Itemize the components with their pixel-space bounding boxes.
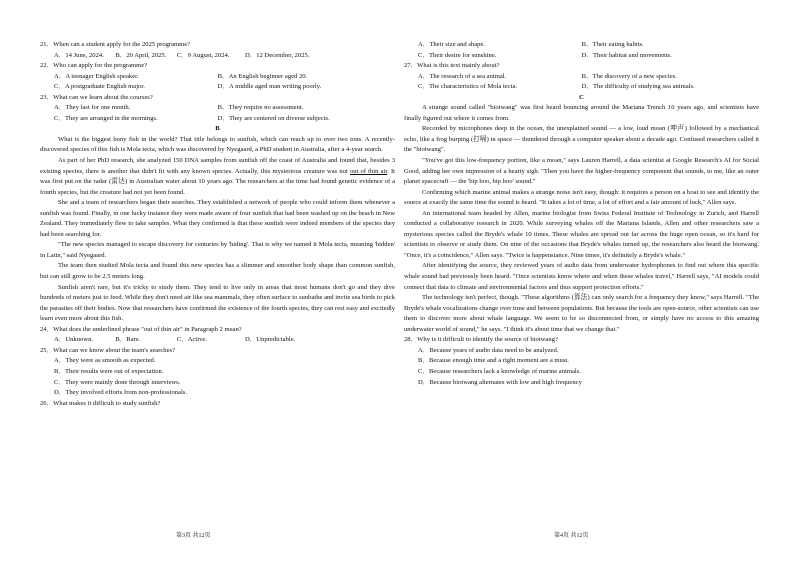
option-c: C．Active. [176,336,207,344]
option-b: B．20 April, 2025. [115,51,167,59]
option-b: B．Because enough time and a right moment are a must. [418,357,569,365]
page-footer-left: 第3页 共12页 [176,533,211,539]
question-27-options-row2 [404,82,759,93]
option-a: A．Unknown. [54,336,94,344]
option-d: D．They are centered on diverse subjects. [217,114,330,122]
question-21-options [40,51,395,62]
question-26: 26．What makes it difficult to study sunfish? [40,399,161,407]
passage-c-paragraph-1: A strange sound called "biotwang" was first heard bouncing around the Mariana Trench 10 years ago, and scientists have finally figured out where it comes from. [404,104,759,122]
left-page-column [40,40,395,409]
passage-b-paragraph-2 [40,156,395,198]
passage-b-paragraph-4: "The new species managed to escape discovery for centuries by 'hiding'. That is why we named it Mola tecta, meaning 'hidden' in Latin," said Nyegaard. [40,241,395,259]
question-23: 23．What can we learn about the courses? [40,93,153,101]
option-b: B．Their eating habits. [581,41,644,48]
question-25: 25．What can we know about the team's searches? [40,346,176,354]
question-24-options [40,335,395,346]
option-c: C．The characteristics of Mola tecta. [418,83,518,91]
question-21: 21．When can a student apply for the 2025 programme? [40,41,191,48]
question-26-options-row2 [404,51,759,62]
passage-c-paragraph-2: Recorded by microphones deep in the ocean, the unexplained sound — a low, loud moan (呻声) followed by a mechanical echo, like a frog burping (打嗝) in space — thundered through a computer speaker about a decade ago. Confused researchers called it the "biotwang". [404,125,759,154]
option-c: C．They are arranged in the mornings. [54,114,158,122]
right-page-column [404,40,759,388]
question-26-options-row1 [404,40,759,51]
option-b: B．Their results were out of expectation. [54,367,164,375]
section-b-heading: B [215,125,220,133]
page-footer-right: 第4页 共12页 [554,533,589,539]
passage-c-paragraph-5: An international team headed by Allen, marine biologist from Swiss Federal Institute of Technology in Zurich, and Harrell conducted a collaborative research in 2020. While surveying whales off the Mariana Islands, Allen and other researchers saw a mysterious species called the Bryde's whale 10 times. These whales are spread out far across the huge open ocean, so it's hard for scientists to observe or study them. On nine of the occasions that Bryde's whales turned up, the researchers also heard the biotwang. "Once, it's a coincidence," Allen says. "Twice is happenstance. Nine times, it's definitely a Bryde's whale." [404,209,759,259]
option-a: A．They last for one month. [54,104,131,112]
passage-c-paragraph-6: After identifying the source, they reviewed years of audio data from underwater hydrophones to find out where this specific whale sound had previously been heard. "Once scientists know where and when these whales travel," Harrell says, "AI models could connect that data to climate and environmental factors and thus support protection efforts." [404,262,759,291]
paragraph-text: . It was first put on the radar (雷达) in Australian water about 10 years ago. The researchers at the time had found genetic evidence of a fourth species, but the creature had not yet been found. [40,167,396,196]
option-c: C．Their desire for sunshine. [418,51,497,59]
option-b: B．The discovery of a new species. [581,72,677,80]
option-d: D．Their habitat and movements. [581,51,672,59]
question-22-options-row1 [40,72,395,83]
passage-b-paragraph-6: Sunfish aren't rare, but it's tricky to study them. They tend to live only in areas that most humans don't go and they dive hundreds of meters just to feed. While they don't need air like sea mammals, they often surface to sunbathe and invite sea birds to pick the parasites off their bodies. Now that researchers have confirmed the existence of the fourth species, they can rest easy and excitedly learn even more about this fish. [40,283,395,323]
question-22-options-row2 [40,82,395,93]
option-a: A．They were as smooth as expected. [54,357,156,365]
passage-b-paragraph-5: The team then studied Mola tecta and found this new species has a slimmer and smoother body shape than common sunfish, but can still grow to be 2.5 meters long. [40,262,395,281]
option-a: A．14 June, 2024. [54,51,104,59]
option-c: C．A postgraduate English major. [54,83,145,91]
question-27: 27．What is this text mainly about? [404,62,500,70]
option-d: D．Because biotwang alternates with low and high frequency [418,378,582,386]
option-d: D．They involved efforts from non-professionals. [54,389,188,397]
option-a: A．The research of a sea animal. [418,72,507,80]
option-a: A．Because years of audio data need to be analyzed. [418,346,559,354]
option-c: C．Because researchers lack a knowledge of marine animals. [418,367,581,375]
passage-c-paragraph-7: The technology isn't perfect, though. "These algorithms (算法) can only search for a frequency they know," says Harrell. "The Bryde's whale vocalizations change over time and between populations. But because the tools are open-source, other scientists can use them to discover more about whale language. We seem to be so disconnected from, or simply have no access to this amazing underwater world of sound," he says. "I think it's about time that we change that." [404,294,759,333]
passage-b-paragraph-1: What is the biggest bony fish in the world? That title belongs to sunfish, which can reach up to over two tons. A recently-discovered species of this fish is Mola tecta, which was discovered by Nyegaard, a PhD student in Australia, after a 4-year search. [40,135,395,154]
question-24: 24．What does the underlined phrase "out of thin air" in Paragraph 2 mean? [40,325,242,333]
option-d: D．Unpredictable. [244,336,296,344]
passage-c-paragraph-4: Confirming which marine animal makes a strange noise isn't easy, though: it requires a person on a boat to see and identify the source at exactly the same time the sound is heard. "It takes a lot of time, a lot of effort and a fair amount of luck," Allen says. [404,188,759,207]
option-c: C．They were mainly done through interviews. [54,378,181,386]
question-23-options-row1 [40,103,395,114]
question-22: 22．Who can apply for the programme? [40,62,148,70]
passage-c-paragraph-3: "You've got this low-frequency portion, like a moan," says Lauren Harrell, a data scientist at Google Research's AI for Social Good, adding her own impression of a hearty sigh. "Then you have the higher-frequency component that sounds, to me, like an outer planet spacecraft — the 'bip boo, bip boo' sound." [404,157,759,186]
option-d: D．The difficulty of studying sea animals. [581,83,695,91]
option-b: B．They require no assessment. [217,104,304,112]
option-d: D．12 December, 2025. [244,51,310,59]
option-b: B．Rare. [115,336,141,344]
option-b: B．An English beginner aged 20. [217,72,308,80]
option-c: C．9 August, 2024. [176,51,230,59]
section-c-heading: C [579,93,584,101]
paragraph-text: As part of her PhD research, she analyzed 150 DNA samples from sunfish off the coast of Australia and found that, besides 3 existing species, there is another that didn't fit with any known species. Actually, this mysterious creature was not [40,157,395,175]
question-27-options-row1 [404,72,759,83]
question-28: 28．Why is it difficult to identify the source of biotwang? [404,336,558,344]
passage-b-paragraph-3: She and a team of researchers began their searches. They established a network of people who could inform them whenever a sunfish was found. Finally, in one lucky instance they were made aware of four sunfish that had been washed up on the beach in New Zealand. They immediately flew to take samples. What they confirmed is that these sunfish were indeed members of the species they had been searching for. [40,199,395,238]
question-23-options-row2 [40,114,395,125]
option-a: A．A teenager English speaker. [54,72,139,80]
option-d: D．A middle aged man writing poorly. [217,83,322,91]
option-a: A．Their size and shape. [418,41,486,48]
underlined-phrase: out of thin air [349,167,388,175]
